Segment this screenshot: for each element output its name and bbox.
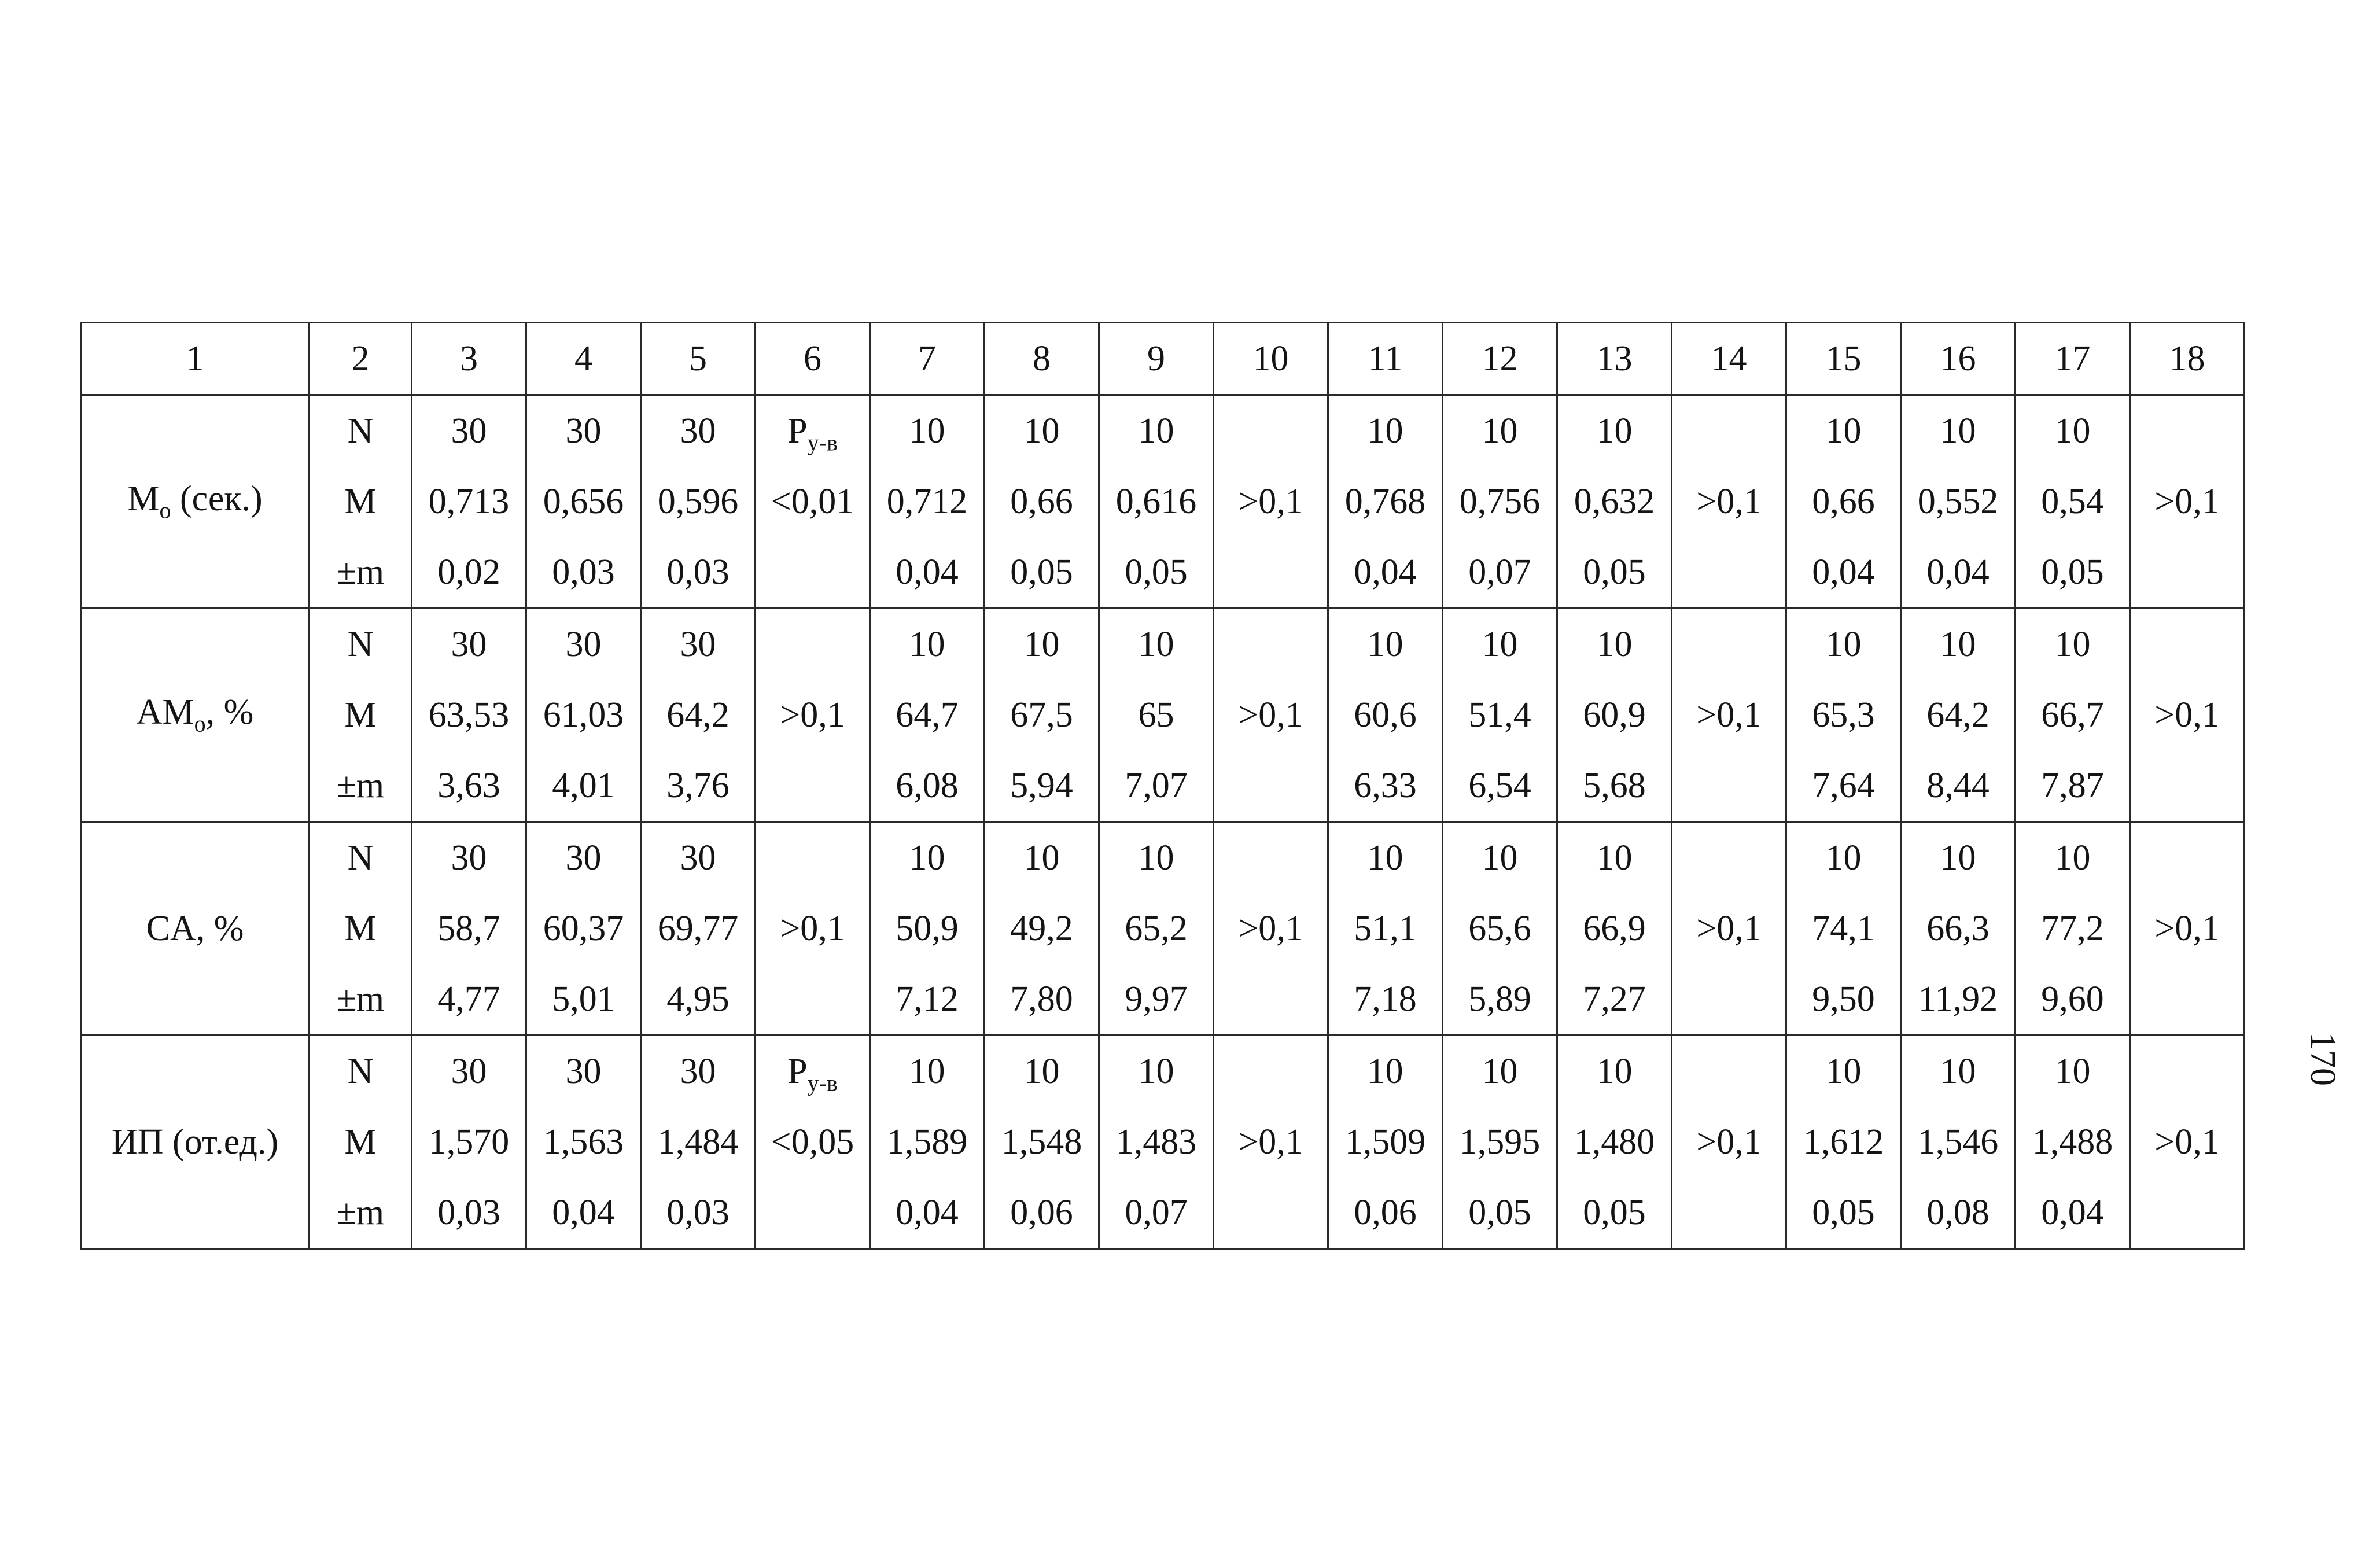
- table-cell-value: 64,7: [896, 695, 959, 735]
- table-cell-value: 60,9: [1583, 695, 1646, 735]
- table-cell-value: 0,08: [1926, 1193, 1990, 1232]
- p-value: >0,1: [1696, 482, 1762, 521]
- value-cell: [2016, 822, 2130, 1036]
- value-cell: [985, 1036, 1099, 1249]
- p-value: >0,1: [1238, 482, 1303, 521]
- p-value-cell: [2130, 395, 2245, 609]
- table-cell-value: 10: [2054, 625, 2091, 664]
- value-cell: [412, 609, 526, 822]
- value-cell: [1443, 395, 1557, 609]
- value-cell: [1901, 395, 2016, 609]
- stat-label: N: [347, 625, 374, 664]
- table-cell-value: 10: [1367, 625, 1403, 664]
- value-cell: [1557, 609, 1672, 822]
- value-cell: [1557, 395, 1672, 609]
- table-cell-value: 10: [1825, 625, 1862, 664]
- table-cell-value: 4,95: [666, 979, 730, 1019]
- table-cell-value: 0,03: [666, 552, 730, 592]
- value-cell: [1901, 822, 2016, 1036]
- p-value: >0,1: [1238, 1122, 1303, 1162]
- p-value-cell: $P_{у-в}$ <0,01: [756, 395, 870, 609]
- stat-label: N: [347, 838, 374, 878]
- table-cell-value: 30: [680, 1052, 716, 1091]
- table-cell-value: 10: [1596, 1052, 1633, 1091]
- table-cell-value: 0,596: [657, 482, 739, 521]
- table-cell-value: 0,04: [552, 1193, 615, 1232]
- table-cell-value: 58,7: [437, 909, 500, 948]
- table-cell-value: 5,68: [1583, 766, 1646, 805]
- header-cell: 16: [1901, 323, 2016, 395]
- table-cell-value: 10: [1825, 1052, 1862, 1091]
- table-cell-value: 8,44: [1926, 766, 1990, 805]
- table-cell-value: 7,87: [2041, 766, 2104, 805]
- data-table: [80, 322, 2245, 1250]
- table-cell-value: 0,04: [896, 1193, 959, 1232]
- p-value-cell: [1214, 609, 1328, 822]
- table-cell-value: 9,50: [1812, 979, 1875, 1019]
- table-cell-value: 30: [680, 625, 716, 664]
- table-cell-value: 1,480: [1574, 1122, 1655, 1162]
- table-cell-value: 30: [451, 1052, 487, 1091]
- header-cell: 5: [641, 323, 756, 395]
- table-cell-value: 0,656: [543, 482, 624, 521]
- table-cell-value: 0,03: [437, 1193, 500, 1232]
- stat-labels: [310, 395, 412, 609]
- header-cell: 17: [2016, 323, 2130, 395]
- table-cell-value: 10: [1596, 411, 1633, 451]
- table-cell-value: 10: [909, 838, 945, 878]
- indicator-label: $M_o$ (сек.): [81, 395, 310, 609]
- value-cell: [2016, 609, 2130, 822]
- value-cell: [1099, 395, 1214, 609]
- value-cell: [870, 395, 985, 609]
- value-cell: [870, 1036, 985, 1249]
- indicator-label: CA, %: [81, 822, 310, 1036]
- table-cell-value: 1,612: [1803, 1122, 1884, 1162]
- header-cell: 18: [2130, 323, 2245, 395]
- value-cell: [985, 609, 1099, 822]
- table-cell-value: 4,01: [552, 766, 615, 805]
- table-cell-value: 10: [1367, 411, 1403, 451]
- table-cell-value: 74,1: [1812, 909, 1875, 948]
- table-cell-value: 30: [565, 625, 602, 664]
- table-cell-value: 1,483: [1115, 1122, 1197, 1162]
- header-cell: 6: [756, 323, 870, 395]
- table-cell-value: 6,33: [1354, 766, 1417, 805]
- header-cell: 10: [1214, 323, 1328, 395]
- table-cell-value: 1,563: [543, 1122, 624, 1162]
- table-cell-value: 10: [1482, 411, 1518, 451]
- table-cell-value: 65,3: [1812, 695, 1875, 735]
- table-cell-value: 0,712: [886, 482, 968, 521]
- table-row: [81, 395, 2245, 609]
- p-value: >0,1: [2154, 695, 2220, 735]
- table-cell-value: 10: [1482, 838, 1518, 878]
- table-cell-value: 60,6: [1354, 695, 1417, 735]
- stat-label: N: [347, 1052, 374, 1091]
- table-cell-value: 0,713: [428, 482, 510, 521]
- table-cell-value: 10: [1023, 411, 1060, 451]
- value-cell: [1786, 395, 1901, 609]
- value-cell: [870, 822, 985, 1036]
- header-cell: 7: [870, 323, 985, 395]
- p-value: >0,1: [2154, 1122, 2220, 1162]
- table-cell-value: 0,07: [1125, 1193, 1188, 1232]
- p-value-cell: [1672, 822, 1786, 1036]
- table-cell-value: 10: [1138, 411, 1174, 451]
- table-cell-value: 0,05: [1010, 552, 1073, 592]
- page-number: 170: [2303, 1032, 2342, 1086]
- table-cell-value: 67,5: [1010, 695, 1073, 735]
- table-cell-value: 10: [1825, 411, 1862, 451]
- value-cell: [1786, 822, 1901, 1036]
- value-cell: [1443, 609, 1557, 822]
- table-cell-value: 0,66: [1010, 482, 1073, 521]
- p-value: >0,1: [1238, 695, 1303, 735]
- stat-label: M: [344, 909, 377, 948]
- value-cell: [1786, 609, 1901, 822]
- table-cell-value: 6,54: [1468, 766, 1531, 805]
- header-cell: 14: [1672, 323, 1786, 395]
- table-cell-value: 10: [1023, 838, 1060, 878]
- table-cell-value: 3,76: [666, 766, 730, 805]
- table-cell-value: 0,06: [1010, 1193, 1073, 1232]
- table-cell-value: 64,2: [666, 695, 730, 735]
- value-cell: [870, 609, 985, 822]
- table-cell-value: 10: [1138, 625, 1174, 664]
- table-cell-value: 0,03: [666, 1193, 730, 1232]
- p-value: >0,1: [2154, 909, 2220, 948]
- value-cell: [1328, 395, 1443, 609]
- stat-label: ±m: [336, 979, 385, 1019]
- table-cell-value: 66,9: [1583, 909, 1646, 948]
- table-cell-value: 66,3: [1926, 909, 1990, 948]
- p-value-cell: [2130, 1036, 2245, 1249]
- value-cell: [1901, 609, 2016, 822]
- p-value-cell: [1214, 395, 1328, 609]
- p-value: <0,05: [771, 1122, 854, 1162]
- table-cell-value: 65,6: [1468, 909, 1531, 948]
- value-cell: [1557, 1036, 1672, 1249]
- p-value-cell: [756, 822, 870, 1036]
- table-cell-value: 10: [1138, 838, 1174, 878]
- table-cell-value: 30: [565, 1052, 602, 1091]
- table-cell-value: 63,53: [428, 695, 510, 735]
- p-value-cell: [1214, 822, 1328, 1036]
- p-value: >0,1: [2154, 482, 2220, 521]
- value-cell: [1786, 1036, 1901, 1249]
- table-cell-value: 0,03: [552, 552, 615, 592]
- value-cell: [1099, 822, 1214, 1036]
- p-value-cell: [1672, 609, 1786, 822]
- stat-labels: [310, 822, 412, 1036]
- table-cell-value: 30: [451, 838, 487, 878]
- table-cell-value: 30: [565, 411, 602, 451]
- p-value-cell: $P_{у-в}$ <0,05: [756, 1036, 870, 1249]
- table-cell-value: 10: [2054, 1052, 2091, 1091]
- table-cell-value: 0,05: [1583, 552, 1646, 592]
- table-cell-value: 9,60: [2041, 979, 2104, 1019]
- header-cell: 12: [1443, 323, 1557, 395]
- table-cell-value: 0,07: [1468, 552, 1531, 592]
- table-cell-value: 1,509: [1344, 1122, 1426, 1162]
- value-cell: [985, 822, 1099, 1036]
- table-cell-value: 30: [451, 411, 487, 451]
- table-cell-value: 10: [1023, 1052, 1060, 1091]
- table-cell-value: 50,9: [896, 909, 959, 948]
- table-cell-value: 30: [680, 411, 716, 451]
- value-cell: [1328, 1036, 1443, 1249]
- value-cell: [412, 1036, 526, 1249]
- header-cell: 9: [1099, 323, 1214, 395]
- value-cell: [1443, 822, 1557, 1036]
- p-value: >0,1: [1238, 909, 1303, 948]
- table-cell-value: 0,768: [1344, 482, 1426, 521]
- table-row: [81, 822, 2245, 1036]
- table-cell-value: 0,04: [1354, 552, 1417, 592]
- table-cell-value: 69,77: [657, 909, 739, 948]
- table-cell-value: 7,12: [896, 979, 959, 1019]
- p-value: >0,1: [780, 909, 845, 948]
- value-cell: [641, 1036, 756, 1249]
- table-cell-value: 60,37: [543, 909, 624, 948]
- value-cell: [2016, 1036, 2130, 1249]
- table-cell-value: 0,05: [1468, 1193, 1531, 1232]
- table-cell-value: 6,08: [896, 766, 959, 805]
- header-row: [81, 323, 2245, 395]
- header-cell: 8: [985, 323, 1099, 395]
- table-cell-value: 10: [2054, 411, 2091, 451]
- stat-label: M: [344, 482, 377, 521]
- p-value-cell: [1672, 395, 1786, 609]
- header-cell: 1: [81, 323, 310, 395]
- table-cell-value: 1,589: [886, 1122, 968, 1162]
- table-cell-value: 10: [1940, 838, 1976, 878]
- table-cell-value: 0,552: [1917, 482, 1999, 521]
- table-cell-value: 0,04: [896, 552, 959, 592]
- p-value-cell: [2130, 609, 2245, 822]
- table-cell-value: 5,01: [552, 979, 615, 1019]
- stat-labels: [310, 609, 412, 822]
- stat-label: ±m: [336, 1193, 385, 1232]
- header-cell: 13: [1557, 323, 1672, 395]
- value-cell: [1328, 822, 1443, 1036]
- value-cell: [1099, 1036, 1214, 1249]
- value-cell: [526, 1036, 641, 1249]
- value-cell: [526, 822, 641, 1036]
- table-cell-value: 0,04: [2041, 1193, 2104, 1232]
- table-row: [81, 609, 2245, 822]
- value-cell: [526, 609, 641, 822]
- table-cell-value: 7,80: [1010, 979, 1073, 1019]
- table-cell-value: 10: [1596, 838, 1633, 878]
- table-cell-value: 3,63: [437, 766, 500, 805]
- table-cell-value: 0,06: [1354, 1193, 1417, 1232]
- header-cell: 2: [310, 323, 412, 395]
- p-value: >0,1: [1696, 909, 1762, 948]
- table-cell-value: 51,1: [1354, 909, 1417, 948]
- p-value: <0,01: [771, 482, 854, 521]
- value-cell: [412, 395, 526, 609]
- table-cell-value: 51,4: [1468, 695, 1531, 735]
- value-cell: [1099, 609, 1214, 822]
- table-cell-value: 10: [1367, 838, 1403, 878]
- value-cell: [641, 395, 756, 609]
- table-cell-value: 7,18: [1354, 979, 1417, 1019]
- header-cell: 11: [1328, 323, 1443, 395]
- p-value: >0,1: [1696, 695, 1762, 735]
- stat-label: N: [347, 411, 374, 451]
- stat-label: ±m: [336, 552, 385, 592]
- value-cell: [641, 822, 756, 1036]
- p-value-cell: [1214, 1036, 1328, 1249]
- table-cell-value: 30: [451, 625, 487, 664]
- indicator-label: $AM_o$, %: [81, 609, 310, 822]
- table-cell-value: 10: [1023, 625, 1060, 664]
- table-cell-value: 0,02: [437, 552, 500, 592]
- table-cell-value: 1,546: [1917, 1122, 1999, 1162]
- value-cell: [2016, 395, 2130, 609]
- table-cell-value: 65: [1138, 695, 1174, 735]
- table-cell-value: 0,05: [2041, 552, 2104, 592]
- table-cell-value: 7,27: [1583, 979, 1646, 1019]
- table-cell-value: 10: [1940, 625, 1976, 664]
- table-cell-value: 1,488: [2032, 1122, 2113, 1162]
- table-cell-value: 65,2: [1125, 909, 1188, 948]
- table-cell-value: 10: [2054, 838, 2091, 878]
- table-cell-value: 10: [1940, 1052, 1976, 1091]
- table-cell-value: 10: [1825, 838, 1862, 878]
- stat-labels: [310, 1036, 412, 1249]
- table-cell-value: 0,05: [1583, 1193, 1646, 1232]
- table-cell-value: 10: [909, 1052, 945, 1091]
- table-cell-value: 77,2: [2041, 909, 2104, 948]
- table-cell-value: 10: [1482, 625, 1518, 664]
- table-cell-value: 0,05: [1125, 552, 1188, 592]
- indicator-label: ИП (от.ед.): [81, 1036, 310, 1249]
- table-row: [81, 1036, 2245, 1249]
- table-cell-value: 10: [909, 625, 945, 664]
- header-cell: 15: [1786, 323, 1901, 395]
- stat-label: ±m: [336, 766, 385, 805]
- p-value-cell: [1672, 1036, 1786, 1249]
- table-cell-value: 61,03: [543, 695, 624, 735]
- value-cell: [412, 822, 526, 1036]
- table-cell-value: 10: [1482, 1052, 1518, 1091]
- table-cell-value: 1,484: [657, 1122, 739, 1162]
- table-cell-value: 1,548: [1001, 1122, 1082, 1162]
- stat-label: M: [344, 1122, 377, 1162]
- p-value-cell: [756, 609, 870, 822]
- table-cell-value: 5,89: [1468, 979, 1531, 1019]
- table-cell-value: 10: [909, 411, 945, 451]
- table-cell-value: 7,64: [1812, 766, 1875, 805]
- table-cell-value: 7,07: [1125, 766, 1188, 805]
- value-cell: [1557, 822, 1672, 1036]
- table-cell-value: 4,77: [437, 979, 500, 1019]
- stat-label: M: [344, 695, 377, 735]
- table-cell-value: 10: [1367, 1052, 1403, 1091]
- table-cell-value: 5,94: [1010, 766, 1073, 805]
- table-cell-value: 0,756: [1459, 482, 1541, 521]
- table-cell-value: 0,616: [1115, 482, 1197, 521]
- table-cell-value: 30: [565, 838, 602, 878]
- table-cell-value: 49,2: [1010, 909, 1073, 948]
- table-cell-value: 0,54: [2041, 482, 2104, 521]
- p-value: >0,1: [780, 695, 845, 735]
- table-cell-value: 10: [1596, 625, 1633, 664]
- table-cell-value: 0,04: [1926, 552, 1990, 592]
- p-value: >0,1: [1696, 1122, 1762, 1162]
- table-cell-value: 10: [1138, 1052, 1174, 1091]
- table-cell-value: 30: [680, 838, 716, 878]
- table-cell-value: 0,04: [1812, 552, 1875, 592]
- value-cell: [1328, 609, 1443, 822]
- table-cell-value: 0,632: [1574, 482, 1655, 521]
- header-cell: 3: [412, 323, 526, 395]
- table-cell-value: 1,595: [1459, 1122, 1541, 1162]
- value-cell: [641, 609, 756, 822]
- table-cell-value: 11,92: [1918, 979, 1998, 1019]
- value-cell: [1901, 1036, 2016, 1249]
- value-cell: [985, 395, 1099, 609]
- table-cell-value: 64,2: [1926, 695, 1990, 735]
- value-cell: [1443, 1036, 1557, 1249]
- value-cell: [526, 395, 641, 609]
- table-cell-value: 0,66: [1812, 482, 1875, 521]
- table-cell-value: 1,570: [428, 1122, 510, 1162]
- table-cell-value: 10: [1940, 411, 1976, 451]
- p-value-cell: [2130, 822, 2245, 1036]
- table-cell-value: 0,05: [1812, 1193, 1875, 1232]
- table-cell-value: 9,97: [1125, 979, 1188, 1019]
- header-cell: 4: [526, 323, 641, 395]
- table-cell-value: 66,7: [2041, 695, 2104, 735]
